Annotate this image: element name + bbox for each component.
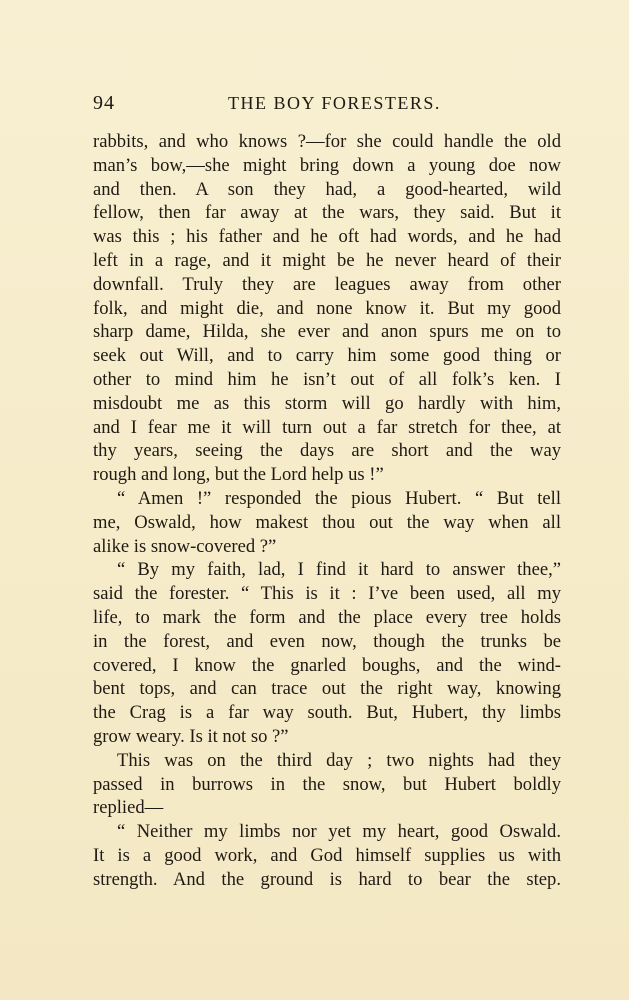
text-line: “ Amen !” responded the pious Hubert. “ But tell xyxy=(117,487,561,509)
text-line: said the forester. “ This is it : I’ve been used, all my xyxy=(93,583,561,605)
text-line: was this ; his father and he oft had words, and he had xyxy=(93,226,561,248)
text-line: “ By my faith, lad, I find it hard to answer thee,” xyxy=(117,559,561,581)
text-line: rabbits, and who knows ?—for she could handle the old xyxy=(93,131,561,152)
running-title: THE BOY FORESTERS. xyxy=(228,93,441,113)
text-line: and I fear me it will turn out a far stretch for thee, at xyxy=(93,416,561,438)
text-line: “ Neither my limbs nor yet my heart, good Oswald. xyxy=(117,821,561,843)
text-line: grow weary. Is it not so ?” xyxy=(93,725,289,747)
text-line: rough and long, but the Lord help us !” xyxy=(93,464,384,486)
text-line: bent tops, and can trace out the right way, knowing xyxy=(93,678,561,700)
text-line: man’s bow,—she might bring down a young doe now xyxy=(93,154,561,176)
text-line: me, Oswald, how makest thou out the way when all xyxy=(93,511,561,533)
text-line: left in a rage, and it might be he never heard of their xyxy=(93,249,561,271)
running-head xyxy=(93,92,563,118)
body-text xyxy=(93,130,561,892)
text-line: passed in burrows in the snow, but Hubert boldly xyxy=(93,773,561,795)
text-line: life, to mark the form and the place every tree holds xyxy=(93,606,561,628)
text-line: strength. And the ground is hard to bear the step. xyxy=(93,868,561,890)
text-line: replied— xyxy=(93,797,164,819)
text-line: downfall. Truly they are leagues away from other xyxy=(93,273,561,295)
text-line: misdoubt me as this storm will go hardly with him, xyxy=(93,392,561,414)
text-line: alike is snow-covered ?” xyxy=(93,535,277,557)
text-line: It is a good work, and God himself supplies us with xyxy=(93,844,561,866)
text-line: in the forest, and even now, though the trunks be xyxy=(93,630,561,652)
text-line: fellow, then far away at the wars, they said. But it xyxy=(93,202,561,224)
text-line: This was on the third day ; two nights had they xyxy=(117,749,561,771)
page-number: 94 xyxy=(93,92,115,114)
text-line: sharp dame, Hilda, she ever and anon spurs me on to xyxy=(93,321,561,343)
text-line: other to mind him he isn’t out of all folk’s ken. I xyxy=(93,368,561,390)
text-line: folk, and might die, and none know it. But my good xyxy=(93,297,561,319)
text-line: and then. A son they had, a good-hearted, wild xyxy=(93,178,561,200)
text-line: thy years, seeing the days are short and the way xyxy=(93,440,561,462)
text-line: seek out Will, and to carry him some good thing or xyxy=(93,345,561,367)
text-line: covered, I know the gnarled boughs, and the wind- xyxy=(93,654,561,676)
text-line: the Crag is a far way south. But, Hubert, thy limbs xyxy=(93,702,561,724)
